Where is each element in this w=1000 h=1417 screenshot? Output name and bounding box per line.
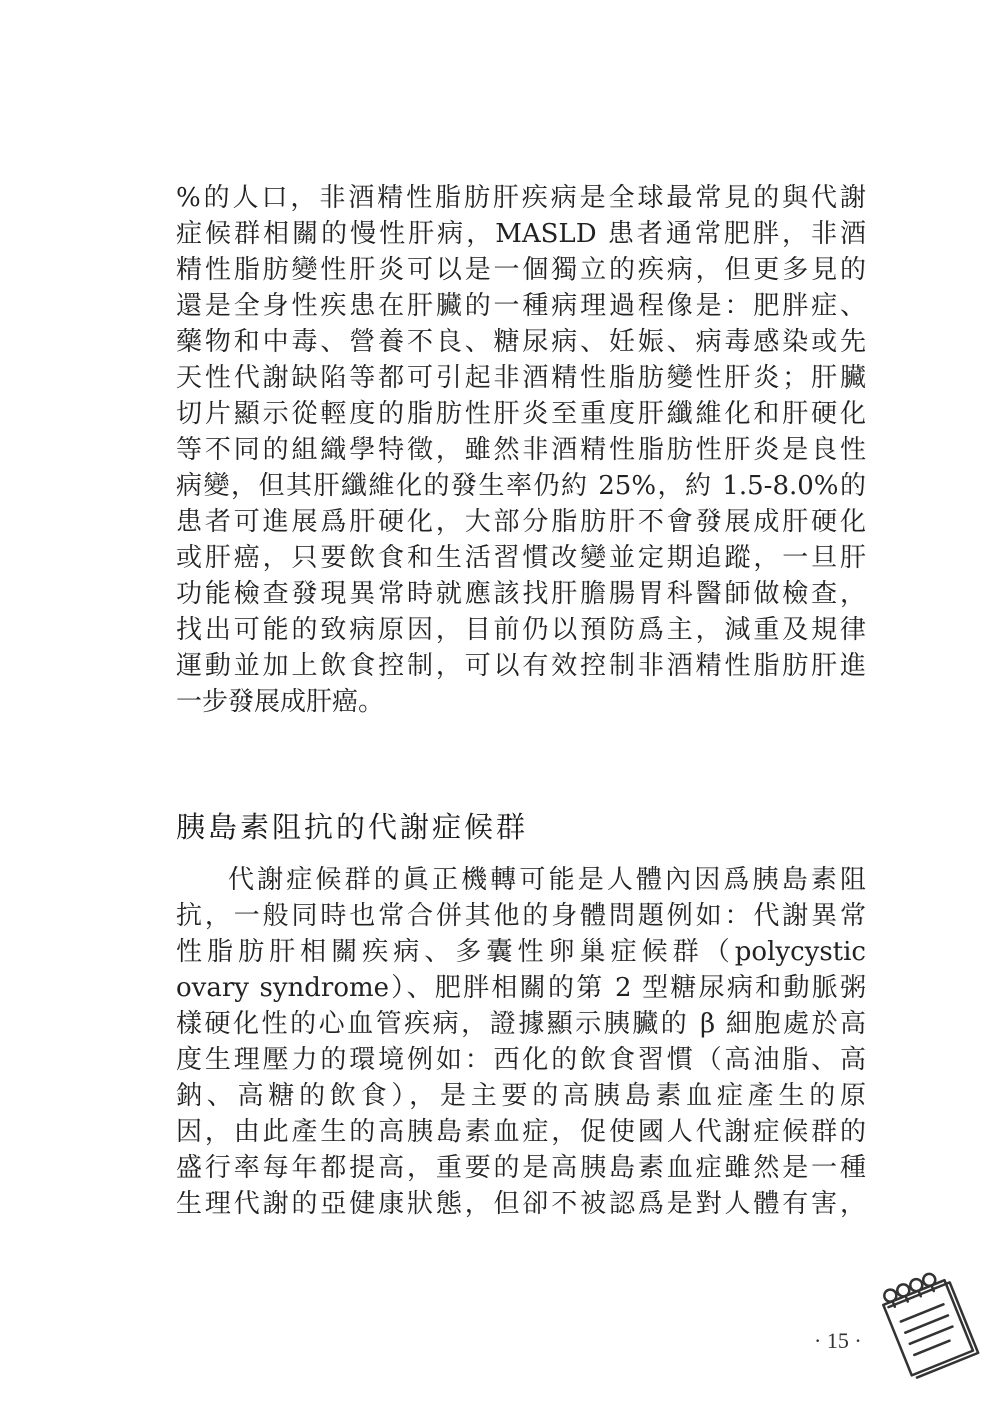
text-line: 生理代謝的亞健康狀態，但卻不被認爲是對人體有害， [176,1189,866,1219]
text-line: ovary syndrome）、肥胖相關的第 2 型糖尿病和動脈粥 [176,973,866,1003]
text-line: 性脂肪肝相關疾病、多囊性卵巢症候群（polycystic [176,937,866,967]
text-line: 運動並加上飲食控制，可以有效控制非酒精性脂肪肝進 [176,651,866,681]
text-line: 病變，但其肝纖維化的發生率仍約 25%，約 1.5-8.0%的 [176,471,866,501]
text-line: 因，由此產生的高胰島素血症，促使國人代謝症候群的 [176,1117,866,1147]
text-line: 盛行率每年都提高，重要的是高胰島素血症雖然是一種 [176,1153,866,1183]
text-line: 度生理壓力的環境例如：西化的飲食習慣（高油脂、高 [176,1045,866,1075]
paragraph-body [176,862,866,1222]
text-line: %的人口，非酒精性脂肪肝疾病是全球最常見的與代謝 [176,183,866,213]
text-line: 切片顯示從輕度的脂肪性肝炎至重度肝纖維化和肝硬化 [176,399,866,429]
text-line: 代謝症候群的眞正機轉可能是人體內因爲胰島素阻 [228,865,866,895]
text-line: 症候群相關的慢性肝病，MASLD 患者通常肥胖，非酒 [176,219,866,249]
text-line: 一步發展成肝癌。 [176,687,385,717]
notebook-icon [872,1270,982,1380]
text-line: 鈉、高糖的飲食），是主要的高胰島素血症產生的原 [176,1081,866,1111]
page-number: · 15 · [814,1328,862,1353]
text-line: 精性脂肪變性肝炎可以是一個獨立的疾病，但更多見的 [176,255,866,285]
text-line: 找出可能的致病原因，目前仍以預防爲主，減重及規律 [176,615,866,645]
text-line: 患者可進展爲肝硬化，大部分脂肪肝不會發展成肝硬化 [176,507,866,537]
section-heading: 胰島素阻抗的代謝症候群 [176,810,529,844]
text-line: 藥物和中毒、營養不良、糖尿病、妊娠、病毒感染或先 [176,327,866,357]
text-line: 功能檢查發現異常時就應該找肝膽腸胃科醫師做檢查， [176,579,866,609]
text-line: 樣硬化性的心血管疾病，證據顯示胰臟的 β 細胞處於高 [176,1009,866,1039]
text-line: 或肝癌，只要飲食和生活習慣改變並定期追蹤，一旦肝 [176,543,866,573]
paragraph-body [176,180,866,720]
text-line: 天性代謝缺陷等都可引起非酒精性脂肪變性肝炎；肝臟 [176,363,866,393]
text-line: 等不同的組織學特徵，雖然非酒精性脂肪性肝炎是良性 [176,435,866,465]
text-line: 抗，一般同時也常合併其他的身體問題例如：代謝異常 [176,901,866,931]
text-line: 還是全身性疾患在肝臟的一種病理過程像是：肥胖症、 [176,291,866,321]
